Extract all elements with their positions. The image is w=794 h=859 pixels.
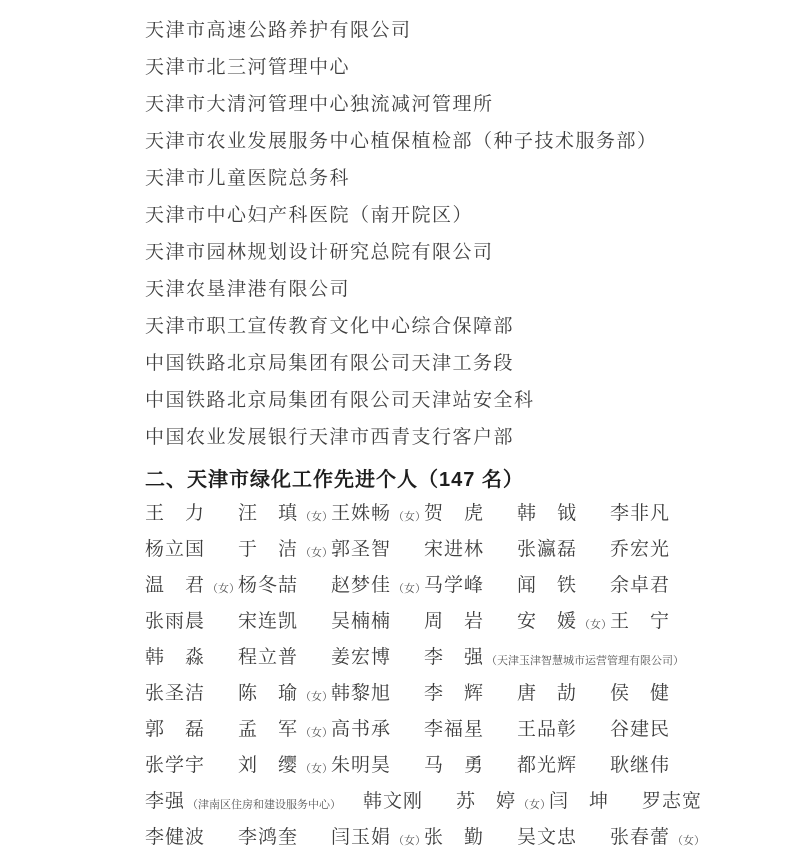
awardee-name-text: 李鸿奎 — [238, 827, 299, 848]
awardee-name-text: 李福星 — [424, 719, 485, 740]
awardee-name-text: 张春蕾 — [610, 827, 671, 848]
organization-item: 天津市北三河管理中心 — [145, 57, 351, 78]
awardee-name — [331, 496, 427, 534]
awardee-name-text: 汪 瑱 — [238, 503, 299, 524]
organization-item: 天津市中心妇产科医院（南开院区） — [145, 205, 474, 226]
awardee-name — [424, 568, 517, 604]
awardee-name — [517, 748, 610, 784]
awardee-name-text: 温 君 — [145, 575, 206, 596]
organization-item: 中国农业发展银行天津市西青支行客户部 — [145, 427, 515, 448]
awardee-name-text: 郭 磊 — [145, 719, 206, 740]
awardee-name-text: 马 勇 — [424, 755, 485, 776]
awardee-name-text: 李非凡 — [610, 503, 671, 524]
awardee-name — [424, 712, 517, 748]
awardee-name-text: 王姝畅 — [331, 503, 392, 524]
awardee-name-grid — [145, 496, 776, 856]
awardee-name — [424, 748, 517, 784]
awardee-name — [331, 676, 424, 712]
awardee-name-text: 余卓君 — [610, 575, 671, 596]
awardee-name-text: 吴文忠 — [517, 827, 578, 848]
organization-list — [145, 12, 776, 456]
awardee-name-text: 谷建民 — [610, 719, 671, 740]
awardee-name — [331, 532, 424, 568]
organization-item: 天津市大清河管理中心独流减河管理所 — [145, 94, 494, 115]
awardee-name — [642, 784, 735, 820]
awardee-name-text: 于 洁 — [238, 539, 299, 560]
name-annotation: （女） — [393, 835, 427, 847]
awardee-name — [238, 820, 331, 856]
awardee-name — [517, 820, 610, 856]
awardee-name — [610, 676, 703, 712]
awardee-name-text: 张学宇 — [145, 755, 206, 776]
awardee-name-text: 韩 淼 — [145, 647, 206, 668]
awardee-name-text: 李健波 — [145, 827, 206, 848]
name-row — [145, 604, 776, 640]
awardee-name — [238, 640, 331, 676]
awardee-name — [610, 532, 703, 568]
awardee-name — [145, 748, 238, 784]
awardee-name — [238, 532, 334, 570]
awardee-name — [145, 820, 238, 856]
awardee-name-text: 韩黎旭 — [331, 683, 392, 704]
awardee-name — [238, 496, 334, 534]
name-row — [145, 748, 776, 784]
name-row — [145, 496, 776, 532]
awardee-name — [610, 496, 703, 532]
awardee-name — [331, 820, 427, 858]
awardee-name — [145, 712, 238, 748]
awardee-name-text: 宋进林 — [424, 539, 485, 560]
organization-item: 天津市儿童医院总务科 — [145, 168, 351, 189]
awardee-name — [145, 532, 238, 568]
name-annotation: （女） — [300, 511, 334, 523]
name-annotation: （女） — [518, 799, 552, 811]
awardee-name-text: 王品彰 — [517, 719, 578, 740]
awardee-name — [424, 820, 517, 856]
awardee-name-text: 张圣洁 — [145, 683, 206, 704]
awardee-name — [363, 784, 456, 820]
name-row — [145, 640, 776, 676]
organization-item: 中国铁路北京局集团有限公司天津站安全科 — [145, 390, 535, 411]
awardee-name-text: 吴楠楠 — [331, 611, 392, 632]
awardee-name-text: 张瀛磊 — [517, 539, 578, 560]
awardee-name-text: 侯 健 — [610, 683, 671, 704]
awardee-name — [238, 676, 334, 714]
name-row — [145, 784, 776, 820]
name-annotation: （女） — [207, 583, 241, 595]
organization-item: 天津农垦津港有限公司 — [145, 279, 351, 300]
awardee-name-text: 闫 坤 — [549, 791, 610, 812]
awardee-name — [238, 748, 334, 786]
awardee-name-text: 韩 钺 — [517, 503, 578, 524]
awardee-name-text: 张雨晨 — [145, 611, 206, 632]
awardee-name — [424, 640, 706, 678]
section-heading: 二、天津市绿化工作先进个人（147 名） — [145, 469, 524, 491]
awardee-name — [145, 676, 238, 712]
awardee-name — [145, 604, 238, 640]
awardee-name-text: 李 辉 — [424, 683, 485, 704]
name-row — [145, 820, 776, 856]
awardee-name — [238, 604, 331, 640]
awardee-name-text: 贺 虎 — [424, 503, 485, 524]
awardee-name-text: 都光辉 — [517, 755, 578, 776]
organization-item: 天津市园林规划设计研究总院有限公司 — [145, 242, 494, 263]
awardee-name — [610, 748, 703, 784]
name-annotation: （女） — [300, 691, 334, 703]
awardee-name-text: 罗志宽 — [642, 791, 703, 812]
awardee-name-text: 闻 铁 — [517, 575, 578, 596]
awardee-name-text: 苏 婷 — [456, 791, 517, 812]
awardee-name-text: 程立普 — [238, 647, 299, 668]
awardee-name-text: 李强 — [145, 791, 186, 812]
awardee-name — [517, 604, 613, 642]
awardee-name-text: 周 岩 — [424, 611, 485, 632]
name-row — [145, 568, 776, 604]
awardee-name-text: 安 媛 — [517, 611, 578, 632]
awardee-name — [331, 568, 427, 606]
awardee-name — [424, 532, 517, 568]
awardee-name — [610, 568, 703, 604]
awardee-name — [331, 604, 424, 640]
awardee-name-text: 唐 劼 — [517, 683, 578, 704]
name-row — [145, 712, 776, 748]
awardee-name — [424, 604, 517, 640]
name-annotation: （女） — [393, 511, 427, 523]
awardee-name-text: 闫玉娟 — [331, 827, 392, 848]
organization-item: 天津市高速公路养护有限公司 — [145, 20, 412, 41]
name-annotation: （女） — [300, 727, 334, 739]
awardee-name — [517, 712, 610, 748]
awardee-name-text: 耿继伟 — [610, 755, 671, 776]
awardee-name — [145, 496, 238, 532]
awardee-name-text: 李 强 — [424, 647, 485, 668]
name-row — [145, 532, 776, 568]
awardee-name-text: 王 宁 — [610, 611, 671, 632]
awardee-name — [331, 640, 424, 676]
name-annotation: （津南区住房和建设服务中心） — [187, 799, 342, 811]
name-annotation: （女） — [300, 547, 334, 559]
awardee-name — [424, 496, 517, 532]
awardee-name-text: 郭圣智 — [331, 539, 392, 560]
organization-item: 天津市职工宣传教育文化中心综合保障部 — [145, 316, 515, 337]
name-annotation: （天津玉津智慧城市运营管理有限公司） — [486, 655, 685, 667]
awardee-name-text: 乔宏光 — [610, 539, 671, 560]
awardee-name — [145, 640, 238, 676]
awardee-name-text: 陈 瑜 — [238, 683, 299, 704]
awardee-name — [517, 532, 610, 568]
awardee-name — [331, 712, 424, 748]
name-annotation: （女） — [672, 835, 706, 847]
awardee-name-text: 张 勤 — [424, 827, 485, 848]
name-row — [145, 676, 776, 712]
awardee-name — [610, 820, 706, 858]
awardee-name-text: 宋连凯 — [238, 611, 299, 632]
awardee-name-text: 韩文刚 — [363, 791, 424, 812]
awardee-name — [145, 568, 241, 606]
awardee-name-text: 马学峰 — [424, 575, 485, 596]
awardee-name — [424, 676, 517, 712]
awardee-name — [610, 604, 703, 640]
awardee-name — [145, 784, 363, 822]
name-annotation: （女） — [300, 763, 334, 775]
awardee-name — [517, 496, 610, 532]
name-annotation: （女） — [393, 583, 427, 595]
awardee-name — [517, 568, 610, 604]
name-annotation: （女） — [579, 619, 613, 631]
awardee-name — [610, 712, 703, 748]
awardee-name-text: 赵梦佳 — [331, 575, 392, 596]
awardee-name — [456, 784, 552, 822]
awardee-name-text: 朱明昊 — [331, 755, 392, 776]
awardee-name-text: 王 力 — [145, 503, 206, 524]
awardee-name-text: 杨立国 — [145, 539, 206, 560]
organization-item: 天津市农业发展服务中心植保植检部（种子技术服务部） — [145, 131, 658, 152]
awardee-name — [549, 784, 642, 820]
awardee-name — [238, 568, 331, 604]
awardee-name — [517, 676, 610, 712]
organization-item: 中国铁路北京局集团有限公司天津工务段 — [145, 353, 515, 374]
awardee-name-text: 孟 军 — [238, 719, 299, 740]
awardee-name-text: 高书承 — [331, 719, 392, 740]
awardee-name-text: 刘 缨 — [238, 755, 299, 776]
awardee-name — [238, 712, 334, 750]
awardee-name-text: 杨冬喆 — [238, 575, 299, 596]
awardee-name-text: 姜宏博 — [331, 647, 392, 668]
awardee-name — [331, 748, 424, 784]
